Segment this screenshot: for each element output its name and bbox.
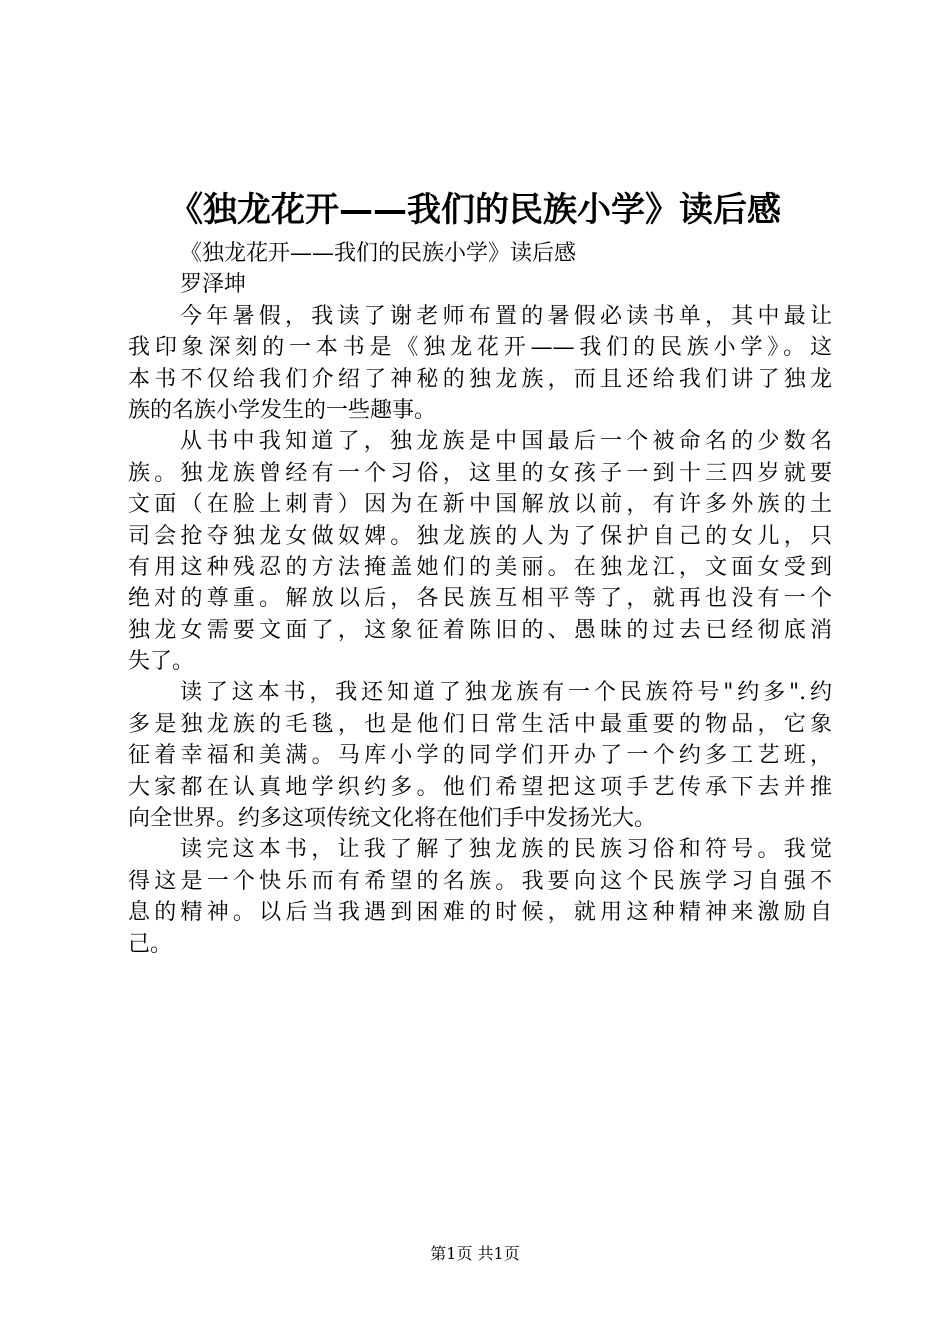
paragraph-line: 本书不仅给我们介绍了神秘的独龙族，而且还给我们讲了独龙 [128, 366, 832, 392]
paragraph-line: 族。独龙族曾经有一个习俗，这里的女孩子一到十三四岁就要 [128, 460, 832, 486]
paragraph-4 [128, 834, 832, 960]
paragraph-line: 读了这本书，我还知道了独龙族有一个民族符号"约多".约 [180, 680, 832, 706]
paragraph-3 [128, 677, 832, 834]
paragraph-line: 独龙女需要文面了，这象征着陈旧的、愚昧的过去已经彻底消 [128, 617, 832, 643]
paragraph-line: 得这是一个快乐而有希望的名族。我要向这个民族学习自强不 [128, 868, 832, 894]
document-title: 《独龙花开——我们的民族小学》读后感 [169, 190, 781, 230]
paragraph-line: 读完这本书，让我了解了独龙族的民族习俗和符号。我觉 [180, 837, 832, 863]
paragraph-line: 我印象深刻的一本书是《独龙花开——我们的民族小学》。这 [128, 335, 832, 361]
page-footer: 第1页 共1页 [430, 1244, 520, 1263]
paragraph-line: 息的精神。以后当我遇到困难的时候，就用这种精神来激励自 [128, 900, 832, 926]
paragraph-line: 今年暑假，我读了谢老师布置的暑假必读书单，其中最让 [180, 303, 832, 329]
author-name: 罗泽坤 [180, 272, 247, 298]
document-body [128, 238, 832, 960]
paragraph-line: 文面（在脸上刺青）因为在新中国解放以前，有许多外族的土 [128, 492, 832, 518]
paragraph-line: 司会抢夺独龙女做奴婢。独龙族的人为了保护自己的女儿，只 [128, 523, 832, 549]
paragraph-2 [128, 426, 832, 677]
paragraph-line: 向全世界。约多这项传统文化将在他们手中发扬光大。 [128, 806, 657, 832]
paragraph-line: 多是独龙族的毛毯，也是他们日常生活中最重要的物品，它象 [128, 711, 832, 737]
paragraph-line: 族的名族小学发生的一些趣事。 [128, 397, 437, 423]
paragraph-line: 有用这种残忍的方法掩盖她们的美丽。在独龙江，文面女受到 [128, 554, 832, 580]
paragraph-line: 失了。 [128, 649, 195, 675]
subtitle: 《独龙花开——我们的民族小学》读后感 [180, 241, 577, 266]
paragraph-line: 从书中我知道了，独龙族是中国最后一个被命名的少数名 [180, 429, 832, 455]
paragraph-line: 绝对的尊重。解放以后，各民族互相平等了，就再也没有一个 [128, 586, 832, 612]
paragraph-1 [128, 301, 832, 427]
paragraph-line: 征着幸福和美满。马库小学的同学们开办了一个约多工艺班， [128, 743, 832, 769]
paragraph-line: 己。 [128, 931, 173, 957]
paragraph-line: 大家都在认真地学织约多。他们希望把这项手艺传承下去并推 [128, 774, 832, 800]
